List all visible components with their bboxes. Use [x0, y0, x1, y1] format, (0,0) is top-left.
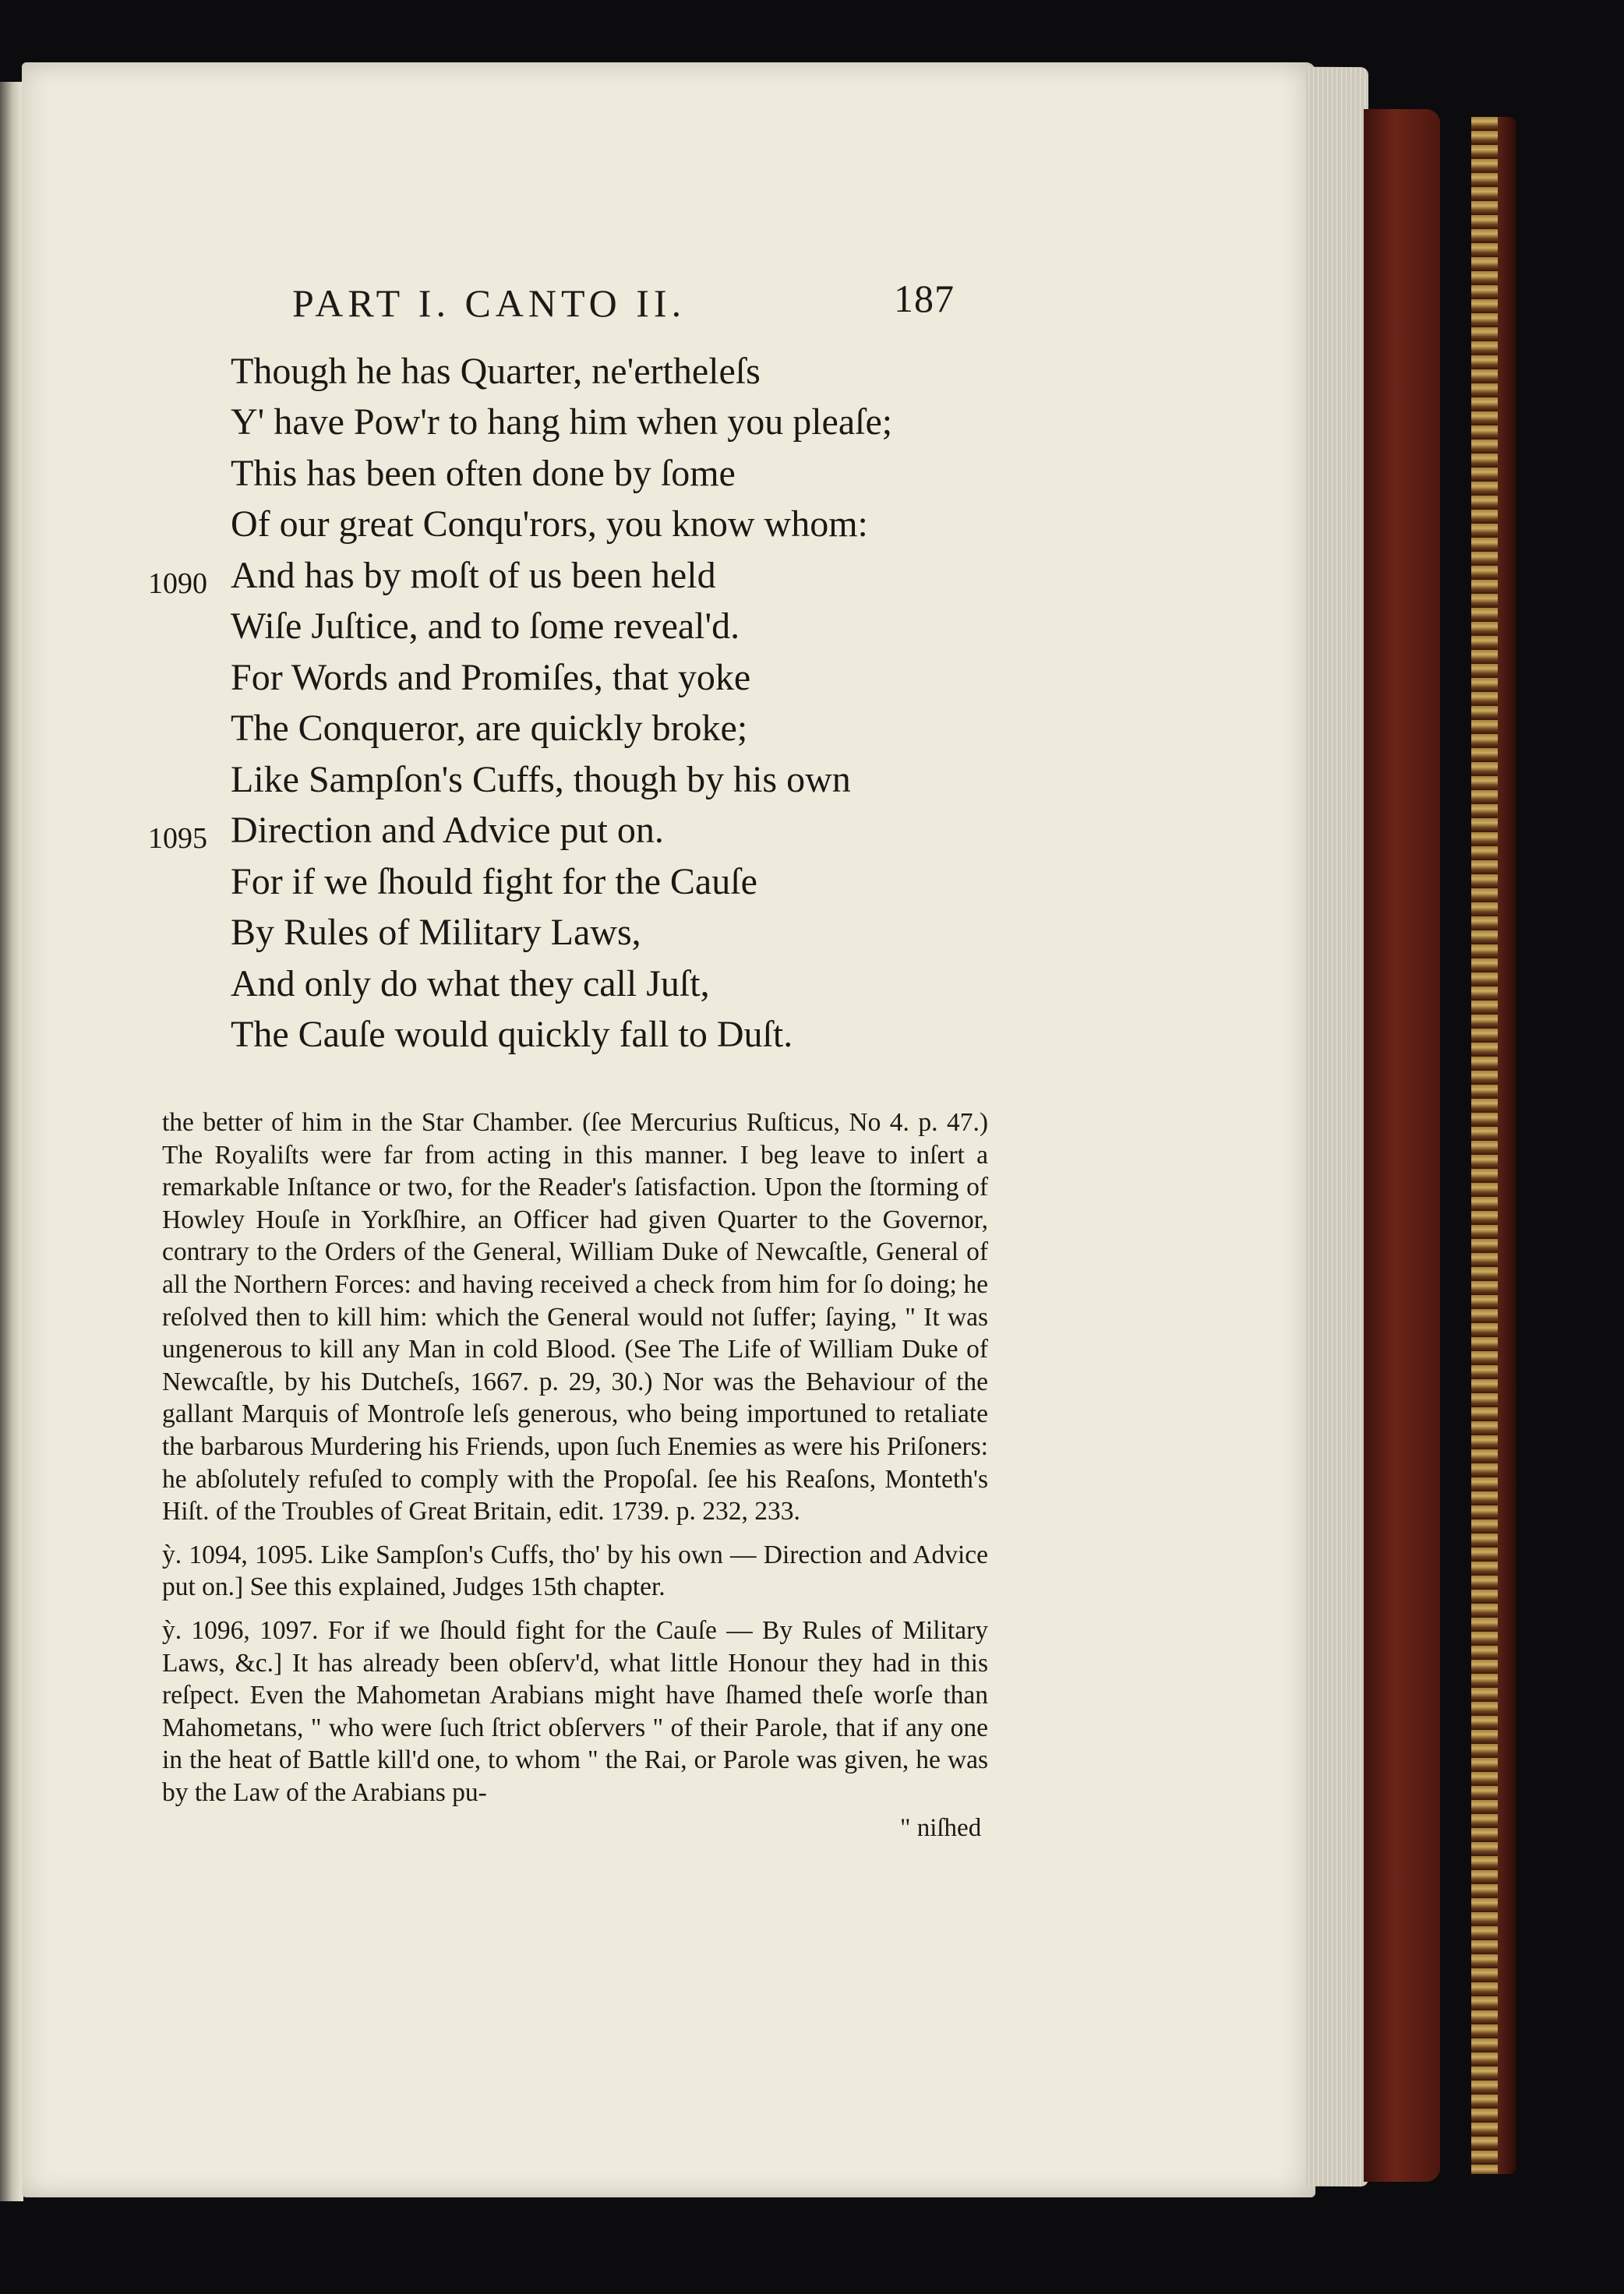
verse-line: Direction and Advice put on.: [231, 810, 664, 851]
page-number: 187: [894, 277, 955, 320]
verse-line: Y' have Pow'r to hang him when you pleaſe;: [231, 401, 893, 443]
verse-line: The Conqueror, are quickly broke;: [231, 708, 748, 749]
verse-line: For Words and Promiſes, that yoke: [231, 657, 751, 698]
verse-line: Of our great Conqu'rors, you know whom:: [231, 503, 868, 545]
book-cover: [1364, 109, 1440, 2182]
left-page-edge: [0, 82, 23, 2201]
verse-line: And only do what they call Juſt,: [231, 963, 710, 1004]
verse-line: Like Sampſon's Cuffs, though by his own: [231, 759, 851, 800]
running-title: PART I. CANTO II.: [292, 281, 687, 325]
footnote-paragraph: the better of him in the Star Chamber. (ſee Mercurius Ruſticus, No 4. p. 47.) The Royaliſts were far from acting in this manner. I beg leave to inſert a remarkable Inſtance or two, for the Reader's ſatisfaction. Upon the ſtorming of Howley Houſe in Yorkſhire, an Officer had given Quarter to the Governor, contrary to the Orders of the General, William Duke of Newcaſtle, General of all the Northern Forces: and having received a check from him for ſo doing; he reſolved then to kill him: which the General would not ſuffer; ſaying, " It was ungenerous to kill any Man in cold Blood. (See The Life of William Duke of Newcaſtle, by his Dutcheſs, 1667. p. 29, 30.) Nor was the Behaviour of the gallant Marquis of Montroſe leſs generous, who being importuned to retaliate the barbarous Murdering his Friends, upon ſuch Enemies as were his Priſoners: he abſolutely refuſed to comply with the Propoſal. ſee his Reaſons, Monteth's Hiſt. of the Troubles of Great Britain, edit. 1739. p. 232, 233.: [162, 1108, 988, 1526]
footnote-paragraph: ỳ. 1096, 1097. For if we ſhould fight for the Cauſe — By Rules of Military Laws, &c.] It has already been obſerv'd, what little Honour they had in this reſpect. Even the Mahometan Arabians might have ſhamed theſe worſe than Mahometans, " who were ſuch ſtrict obſervers " of their Parole, that if any one in the heat of Battle kill'd one, to whom " the Rai, or Parole was given, he was by the Law of the Arabians pu-: [162, 1615, 988, 1807]
verse-line: Wiſe Juſtice, and to ſome reveal'd.: [231, 605, 740, 647]
verse-line: For if we ſhould fight for the Cauſe: [231, 861, 757, 902]
footnote-paragraph: ỳ. 1094, 1095. Like Sampſon's Cuffs, tho' by his own — Direction and Advice put on.] See this explained, Judges 15th chapter.: [162, 1540, 988, 1602]
verse-line: Though he has Quarter, ne'ertheleſs: [231, 351, 761, 392]
page-edges: [1306, 67, 1368, 2186]
verse-line: And has by moſt of us been held: [231, 555, 716, 596]
verse-line: By Rules of Military Laws,: [231, 912, 641, 953]
footnotes: [162, 1106, 988, 1809]
verse-line: The Cauſe would quickly fall to Duſt.: [231, 1014, 793, 1055]
catchword: " niſhed: [900, 1814, 982, 1842]
verse-line: This has been often done by ſome: [231, 453, 736, 494]
gilt-border: [1471, 117, 1498, 2174]
cover-edge: [1498, 117, 1516, 2174]
line-number: 1095: [148, 822, 207, 855]
line-number: 1090: [148, 567, 207, 600]
page-header: [292, 277, 955, 343]
